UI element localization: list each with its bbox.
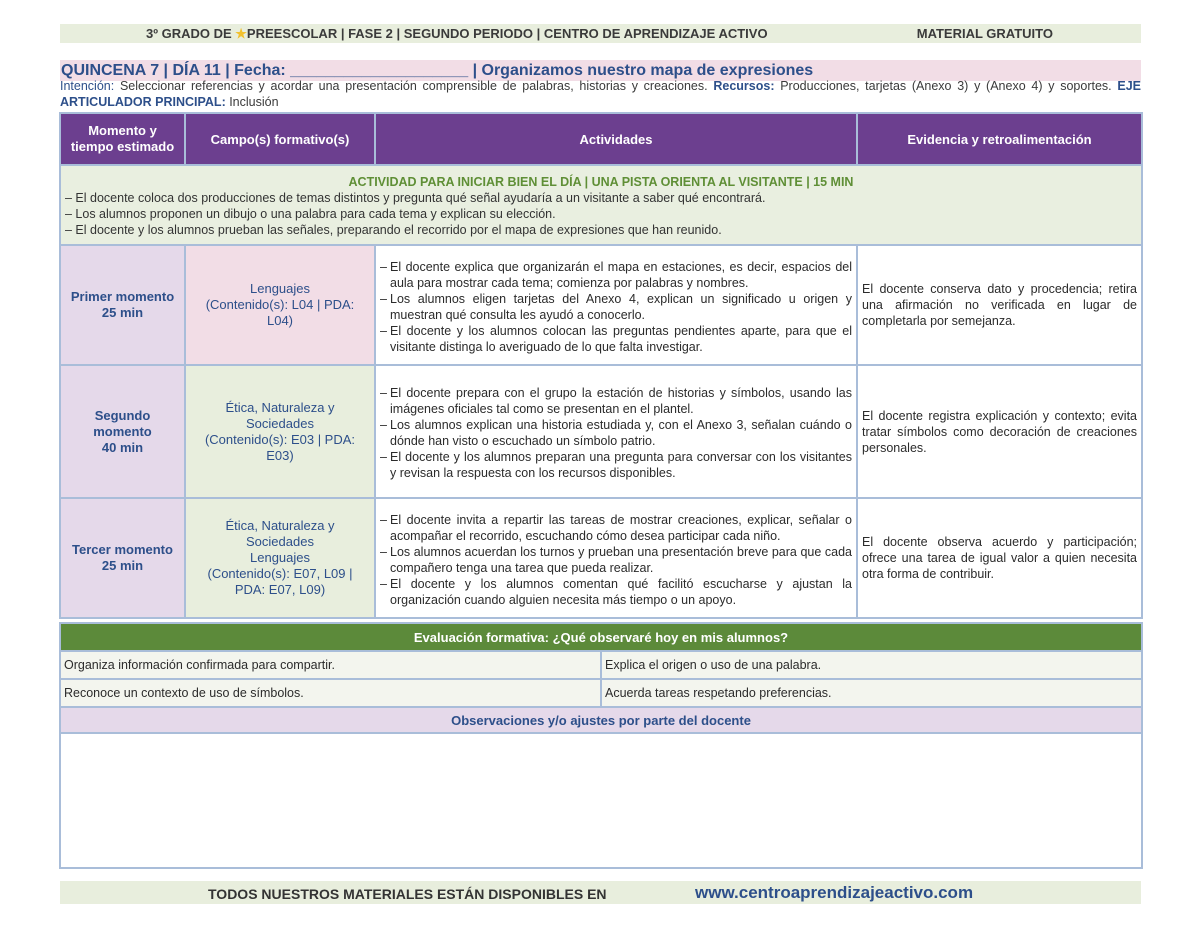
star-icon: ★	[235, 26, 247, 41]
campo-cell	[185, 498, 375, 618]
moment-time: 40 min	[101, 439, 144, 455]
list-item: – El docente y los alumnos prueban las señales, preparando el recorrido por el mapa de expresiones que han reunido.	[65, 222, 722, 237]
campo-line: PDA: E07, L09)	[234, 582, 326, 597]
page-title: QUINCENA 7 | DÍA 11 | Fecha: ____________________ | Organizamos nuestro mapa de expresiones	[60, 60, 1141, 81]
moment-cell	[60, 245, 185, 365]
campo-cell	[185, 245, 375, 365]
list-item: – Los alumnos acuerdan los turnos y prueban una presentación breve para que cada compañero tenga una tarea que pueda realizar.	[380, 544, 852, 575]
activity-text: El docente prepara con el grupo la estación de historias y símbolos, usando las imágenes oficiales tal como se presentan en el plantel.	[390, 386, 852, 416]
campo-line: Lenguajes	[250, 281, 310, 296]
activity-text: Los alumnos explican una historia estudiada y, con el Anexo 3, señalan cuándo o dónde han visto o escuchado un símbolo patrio.	[390, 418, 852, 448]
campo-line: Sociedades	[246, 534, 314, 549]
observations-header-row	[60, 707, 1142, 733]
list-item: – El docente y los alumnos colocan las preguntas pendientes aparte, para que el visitante distinga lo averiguado de lo que falta investigar.	[380, 323, 852, 354]
activity-text: El docente y los alumnos colocan las preguntas pendientes aparte, para que el visitante distinga lo averiguado de lo que falta investigar.	[390, 323, 852, 354]
activity-text: El docente explica que organizarán el mapa en estaciones, es decir, espacios del aula para mostrar cada tema; comienza por palabras y nombres.	[390, 259, 852, 290]
list-item: – El docente y los alumnos comentan qué facilitó escucharse y ajustan la organización cuando alguien necesita más tiempo o un apoyo.	[380, 576, 852, 607]
banner-left	[146, 26, 768, 42]
evaluation-cell: Explica el origen o uso de una palabra.	[601, 651, 1142, 679]
resources-text: Producciones, tarjetas (Anexo 3) y (Anexo 4) y soportes.	[774, 79, 1118, 93]
footer-text: TODOS NUESTROS MATERIALES ESTÁN DISPONIBLES EN	[208, 886, 607, 902]
resources-label: Recursos:	[713, 79, 775, 93]
evaluation-cell: Acuerda tareas respetando preferencias.	[601, 679, 1142, 707]
campo-line: (Contenido(s): E07, L09 |	[207, 566, 353, 581]
table-header-row	[60, 113, 1142, 165]
evaluation-cell: Reconoce un contexto de uso de símbolos.	[60, 679, 601, 707]
intent-paragraph	[60, 79, 1141, 110]
moment-time: 25 min	[101, 305, 144, 320]
observations-header: Observaciones y/o ajustes por parte del docente	[60, 707, 1142, 733]
start-activity-title: ACTIVIDAD PARA INICIAR BIEN EL DÍA | UNA PISTA ORIENTA AL VISITANTE | 15 MIN	[348, 174, 854, 189]
activity-text: El docente invita a repartir las tareas de mostrar creaciones, explicar, señalar o acompañar el recorrido, escuchando cómo desea participar cada niño.	[390, 512, 852, 543]
planning-table	[59, 112, 1143, 619]
top-banner	[60, 24, 1141, 43]
activities-cell	[375, 498, 857, 618]
evaluation-table	[59, 622, 1143, 869]
banner-free-material: MATERIAL GRATUITO	[916, 26, 1053, 41]
header-activities: Actividades	[375, 113, 857, 165]
observations-area[interactable]	[60, 733, 1142, 868]
header-moment: Momento y tiempo estimado	[60, 113, 185, 165]
table-row	[60, 245, 1142, 365]
activity-text: El docente y los alumnos preparan una pregunta para conversar con los visitantes y revisan la respuesta con los recursos disponibles.	[390, 450, 852, 480]
evidence-cell: El docente registra explicación y contexto; evita tratar símbolos como decoración de creaciones personales.	[857, 365, 1142, 498]
start-activity-row	[60, 165, 1142, 245]
start-activity-list	[65, 190, 1137, 238]
campo-line: (Contenido(s): L04 | PDA:	[205, 297, 355, 312]
campo-line: Ética, Naturaleza y	[225, 399, 335, 415]
campo-line: (Contenido(s): E03 | PDA:	[204, 431, 356, 447]
campo-line: E03)	[266, 447, 294, 463]
axis-label: EJE ARTICULADOR PRINCIPAL:	[60, 79, 1142, 109]
activity-text: El docente y los alumnos comentan qué facilitó escucharse y ajustan la organización cuando alguien necesita más tiempo o un apoyo.	[390, 576, 852, 607]
campo-cell	[185, 365, 375, 498]
table-row	[60, 498, 1142, 618]
evaluation-cell: Organiza información confirmada para compartir.	[60, 651, 601, 679]
campo-line: Lenguajes	[250, 550, 310, 565]
activities-cell	[375, 365, 857, 498]
list-item: – El docente prepara con el grupo la estación de historias y símbolos, usando las imágenes oficiales tal como se presentan en el plantel.	[380, 386, 852, 416]
evaluation-header: Evaluación formativa: ¿Qué observaré hoy en mis alumnos?	[60, 623, 1142, 651]
start-activity-cell	[60, 165, 1142, 245]
evidence-cell: El docente conserva dato y procedencia; retira una afirmación no verificada en lugar de completarla por semejanza.	[857, 245, 1142, 365]
banner-info: PREESCOLAR | FASE 2 | SEGUNDO PERIODO | CENTRO DE APRENDIZAJE ACTIVO	[246, 26, 768, 41]
evidence-cell: El docente observa acuerdo y participación; ofrece una tarea de igual valor a quien necesita otra forma de contribuir.	[857, 498, 1142, 618]
intent-label: Intención:	[60, 79, 115, 93]
banner-grade: 3º GRADO DE	[146, 26, 236, 41]
evaluation-header-row	[60, 623, 1142, 651]
activities-cell	[375, 245, 857, 365]
footer-banner	[60, 881, 1141, 904]
moment-cell	[60, 365, 185, 498]
table-row	[60, 651, 1142, 679]
list-item: – El docente coloca dos producciones de temas distintos y pregunta qué señal ayudaría a un visitante a saber qué encontrará.	[65, 190, 766, 205]
list-item: – El docente invita a repartir las tareas de mostrar creaciones, explicar, señalar o acompañar el recorrido, escuchando cómo desea participar cada niño.	[380, 512, 852, 543]
header-evidence: Evidencia y retroalimentación	[857, 113, 1142, 165]
list-item: – Los alumnos eligen tarjetas del Anexo 4, explican un significado u origen y muestran qué consulta les ayudó a conocerlo.	[380, 291, 852, 322]
campo-line: L04)	[266, 313, 294, 328]
activity-text: Los alumnos eligen tarjetas del Anexo 4, explican un significado u origen y muestran qué consulta les ayudó a conocerlo.	[390, 291, 852, 322]
moment-name: Segundo momento	[93, 407, 152, 439]
moment-name: Tercer momento	[72, 542, 173, 557]
list-item: – Los alumnos proponen un dibujo o una palabra para cada tema y explican su elección.	[65, 206, 556, 221]
intent-text: Seleccionar referencias y acordar una presentación comprensible de palabras, historias y creaciones.	[114, 79, 714, 93]
activity-text: Los alumnos acuerdan los turnos y prueban una presentación breve para que cada compañero tenga una tarea que pueda realizar.	[390, 544, 852, 575]
table-row	[60, 679, 1142, 707]
moment-cell	[60, 498, 185, 618]
list-item: – Los alumnos explican una historia estudiada y, con el Anexo 3, señalan cuándo o dónde han visto o escuchado un símbolo patrio.	[380, 418, 852, 448]
list-item: – El docente explica que organizarán el mapa en estaciones, es decir, espacios del aula para mostrar cada tema; comienza por palabras y nombres.	[380, 259, 852, 290]
observations-row	[60, 733, 1142, 868]
axis-text: Inclusión	[225, 94, 279, 109]
campo-line: Ética, Naturaleza y	[225, 518, 335, 533]
moment-name: Primer momento	[70, 289, 175, 304]
campo-line: Sociedades	[246, 415, 314, 431]
moment-time: 25 min	[101, 558, 144, 573]
list-item: – El docente y los alumnos preparan una pregunta para conversar con los visitantes y revisan la respuesta con los recursos disponibles.	[380, 450, 852, 480]
table-row	[60, 365, 1142, 498]
footer-url-link[interactable]: www.centroaprendizajeactivo.com	[695, 883, 974, 902]
header-campo: Campo(s) formativo(s)	[185, 113, 375, 165]
